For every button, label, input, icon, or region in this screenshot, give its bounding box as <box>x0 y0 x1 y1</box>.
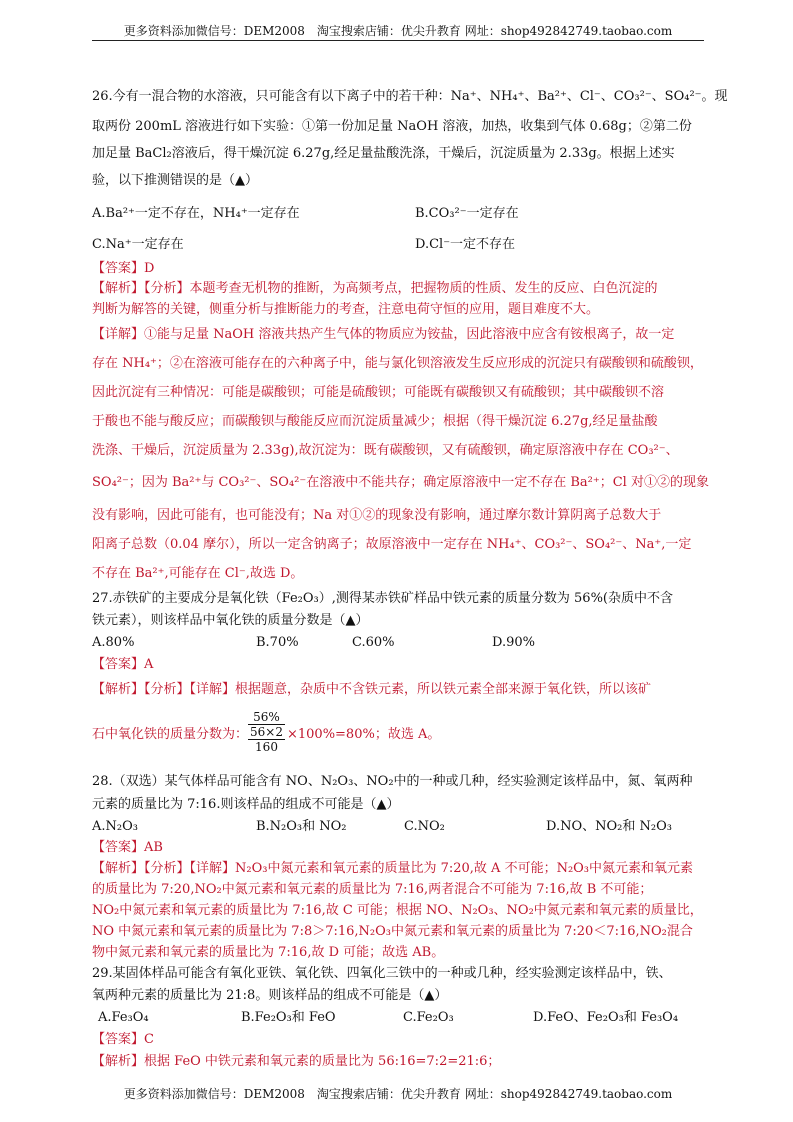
q29-stem-line: 29.某固体样品可能含有氧化亚铁、氧化铁、四氧化三铁中的一种或几种，经实验测定该样品中，铁、 <box>92 966 672 981</box>
q26-analysis-line: 没有影响，因此可能有，也可能没有；Na 对①②的现象没有影响，通过摩尔数计算阴离子总数大于 <box>92 508 662 523</box>
q27-option-b: B.70% <box>256 635 299 650</box>
q28-option-a: A.N₂O₃ <box>92 819 138 834</box>
q26-stem-line: 加足量 BaCl₂溶液后，得干燥沉淀 6.27g,经足量盐酸洗涤，干燥后，沉淀质量为 2.33g。根据上述实 <box>92 146 675 161</box>
q27-analysis-line: 石中氧化铁的质量分数为： <box>92 726 249 742</box>
q29-option-a: A.Fe₃O₄ <box>98 1010 149 1025</box>
page-content <box>92 80 728 1073</box>
question-28 <box>92 770 704 963</box>
q26-option-a: A.Ba²⁺一定不存在，NH₄⁺一定存在 <box>92 206 300 221</box>
question-26 <box>92 80 728 588</box>
q27-option-c: C.60% <box>352 635 395 650</box>
fraction-denominator: 160 <box>255 740 278 754</box>
q29-stem-line: 氧两种元素的质量比为 21:8。则该样品的组成不可能是（▲） <box>92 988 448 1003</box>
q28-option-d: D.NO、NO₂和 N₂O₃ <box>546 819 672 834</box>
page-footer: 更多资料添加微信号：DEM2008 淘宝搜索店铺：优尖升教育 网址：shop492842749.taobao.com <box>123 1087 673 1101</box>
q27-stem-line: 铁元素），则该样品中氧化铁的质量分数是（▲） <box>92 613 369 628</box>
q26-option-d: D.Cl⁻一定不存在 <box>415 237 516 252</box>
q26-analysis-line: 【解析】【分析】本题考查无机物的推断，为高频考点，把握物质的性质、发生的反应、白色沉淀的 <box>92 281 658 296</box>
q29-answer: 【答案】C <box>92 1032 154 1047</box>
q27-analysis-line: 【解析】【分析】【详解】根据题意，杂质中不含铁元素，所以铁元素全部来源于氧化铁，所以该矿 <box>92 682 652 697</box>
q26-analysis-line: 因此沉淀有三种情况：可能是碳酸钡；可能是硫酸钡；可能既有碳酸钡又有硫酸钡；其中碳酸钡不溶 <box>92 385 665 400</box>
q26-analysis-line: 阳离子总数（0.04 摩尔），所以一定含钠离子；故原溶液中一定存在 NH₄⁺、CO₃²⁻、SO₄²⁻、Na⁺,一定 <box>92 537 692 552</box>
q26-options-row <box>92 230 704 260</box>
q27-fraction-result: ×100%=80%；故选 A。 <box>286 726 441 742</box>
q26-stem-line: 验，以下推测错误的是（▲） <box>92 173 258 188</box>
fraction-numerator: 56% <box>248 710 285 725</box>
q28-options-row <box>92 816 704 838</box>
q28-stem-line: 28.（双选）某气体样品可能含有 NO、N₂O₃、NO₂中的一种或几种，经实验测定该样品中，氮、氧两种 <box>92 774 693 789</box>
header-rule <box>92 40 704 41</box>
q26-analysis-line: 洗涤、干燥后，沉淀质量为 2.33g),故沉淀为：既有碳酸钡，又有硫酸钡，确定原溶液中存在 CO₃²⁻、 <box>92 443 679 458</box>
page-header: 更多资料添加微信号：DEM2008 淘宝搜索店铺：优尖升教育 网址：shop492842749.taobao.com <box>123 24 673 38</box>
question-29 <box>92 963 704 1073</box>
q27-answer: 【答案】A <box>92 657 154 672</box>
q27-option-a: A.80% <box>92 635 135 650</box>
q27-option-d: D.90% <box>492 635 535 650</box>
q28-option-c: C.NO₂ <box>404 819 445 834</box>
q26-option-b: B.CO₃²⁻一定存在 <box>415 206 519 221</box>
q26-option-c: C.Na⁺一定存在 <box>92 237 184 252</box>
q26-stem-line: 26.今有一混合物的水溶液，只可能含有以下离子中的若干种：Na⁺、NH₄⁺、Ba²⁺、Cl⁻、CO₃²⁻、SO₄²⁻。现 <box>92 89 728 104</box>
q26-analysis-line: SO₄²⁻；因为 Ba²⁺与 CO₃²⁻、SO₄²⁻在溶液中不能共存；确定原溶液中一定不存在 Ba²⁺；Cl 对①②的现象 <box>92 475 709 490</box>
q26-stem-line: 取两份 200mL 溶液进行如下实验：①第一份加足量 NaOH 溶液，加热，收集到气体 0.68g；②第二份 <box>92 119 692 134</box>
q28-analysis-line: 的质量比为 7:20,NO₂中氮元素和氧元素的质量比为 7:16,两者混合不可能为 7:16,故 B 不可能； <box>92 882 653 897</box>
q28-analysis-line: 【解析】【分析】【详解】N₂O₃中氮元素和氧元素的质量比为 7:20,故 A 不可能；N₂O₃中氮元素和氧元素 <box>92 861 694 876</box>
q29-option-b: B.Fe₂O₃和 FeO <box>241 1010 336 1025</box>
q26-analysis-line: 于酸也不能与酸反应；而碳酸钡与酸能反应而沉淀质量减少；根据（得干燥沉淀 6.27g,经足量盐酸 <box>92 414 658 429</box>
q29-option-c: C.Fe₂O₃ <box>403 1010 454 1025</box>
q26-analysis-line: 【详解】①能与足量 NaOH 溶液共热产生气体的物质应为铵盐，因此溶液中应含有铵根离子，故一定 <box>92 327 675 342</box>
q28-analysis-line: 物中氮元素和氧元素的质量比为 7:16,故 D 可能；故选 AB。 <box>92 945 445 960</box>
q26-analysis-line: 不存在 Ba²⁺,可能存在 Cl⁻,故选 D。 <box>92 566 304 581</box>
q29-option-d: D.FeO、Fe₂O₃和 Fe₃O₄ <box>533 1010 679 1025</box>
q26-analysis-line: 判断为解答的关键，侧重分析与推断能力的考查，注意电荷守恒的应用，题目难度不大。 <box>92 302 600 317</box>
q28-analysis-line: NO 中氮元素和氧元素的质量比为 7:8＞7:16,N₂O₃中氮元素和氧元素的质量比为 7:20＜7:16,NO₂混合 <box>92 924 693 939</box>
q26-analysis-line: 存在 NH₄⁺；②在溶液可能存在的六种离子中，能与氯化钡溶液发生反应形成的沉淀只有碳酸钡和硫酸钡， <box>92 356 703 371</box>
q28-option-b: B.N₂O₃和 NO₂ <box>256 819 347 834</box>
q27-options-row <box>92 632 704 654</box>
q26-options-row <box>92 198 704 230</box>
q27-stem-line: 27.赤铁矿的主要成分是氧化铁（Fe₂O₃）,测得某赤铁矿样品中铁元素的质量分数为 56%(杂质中不含 <box>92 591 673 606</box>
fraction-middle: 56×2 <box>250 725 283 739</box>
q26-answer: 【答案】D <box>92 261 155 276</box>
q29-options-row <box>92 1007 704 1029</box>
q27-fraction <box>248 710 285 754</box>
q28-analysis-line: NO₂中氮元素和氧元素的质量比为 7:16,故 C 可能；根据 NO、N₂O₃、NO₂中氮元素和氧元素的质量比， <box>92 903 703 918</box>
q28-answer: 【答案】AB <box>92 840 163 855</box>
q28-stem-line: 元素的质量比为 7:16.则该样品的组成不可能是（▲） <box>92 797 400 812</box>
q27-fraction-line <box>92 704 704 760</box>
question-27 <box>92 588 704 760</box>
q29-analysis-line: 【解析】根据 FeO 中铁元素和氧元素的质量比为 56:16=7:2=21:6； <box>92 1054 501 1069</box>
